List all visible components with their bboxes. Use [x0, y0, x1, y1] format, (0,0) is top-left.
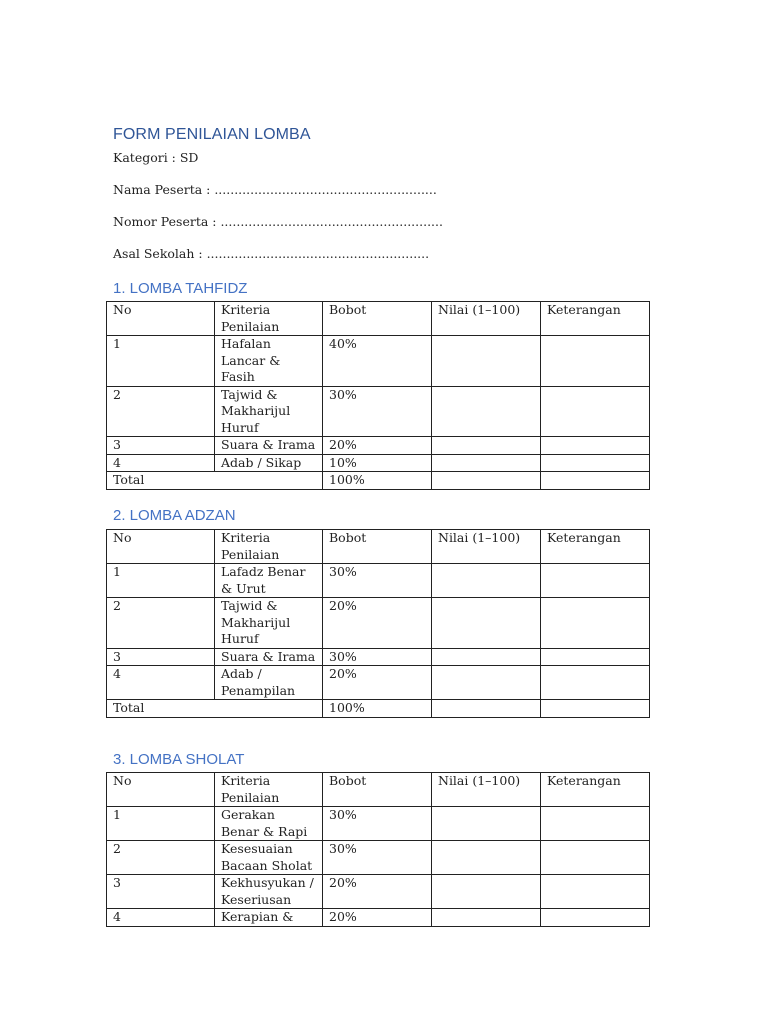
- kategori-line: Kategori : SD: [113, 150, 199, 165]
- cell-kriteria: Adab / Sikap: [215, 454, 323, 472]
- table-row: [107, 336, 650, 387]
- table-row: [107, 564, 650, 598]
- cell-no: 4: [107, 454, 215, 472]
- table-adzan: [106, 529, 650, 718]
- header-no: No: [107, 773, 215, 807]
- table-header-row: [107, 773, 650, 807]
- header-kriteria: Kriteria Penilaian: [215, 530, 323, 564]
- cell-keterangan[interactable]: [541, 336, 650, 387]
- cell-nilai[interactable]: [432, 386, 541, 437]
- cell-no: 3: [107, 648, 215, 666]
- cell-kriteria: Gerakan Benar & Rapi: [215, 807, 323, 841]
- cell-nilai[interactable]: [432, 336, 541, 387]
- cell-keterangan[interactable]: [541, 564, 650, 598]
- table-sholat: [106, 772, 650, 927]
- table-row: [107, 598, 650, 649]
- cell-no: 2: [107, 841, 215, 875]
- table-header-row: [107, 302, 650, 336]
- header-keterangan: Keterangan: [541, 302, 650, 336]
- cell-no: 1: [107, 564, 215, 598]
- header-kriteria: Kriteria Penilaian: [215, 773, 323, 807]
- cell-kriteria: Tajwid & Makharijul Huruf: [215, 386, 323, 437]
- table-total-row: [107, 472, 650, 490]
- form-title: FORM PENILAIAN LOMBA: [113, 126, 311, 143]
- cell-nilai[interactable]: [432, 454, 541, 472]
- cell-keterangan[interactable]: [541, 807, 650, 841]
- cell-bobot: 30%: [323, 564, 432, 598]
- table-header-row: [107, 530, 650, 564]
- cell-bobot: 20%: [323, 598, 432, 649]
- table-row: [107, 875, 650, 909]
- cell-kriteria: Hafalan Lancar & Fasih: [215, 336, 323, 387]
- cell-nilai[interactable]: [432, 437, 541, 455]
- table-row: [107, 386, 650, 437]
- table-row: [107, 841, 650, 875]
- cell-keterangan[interactable]: [541, 454, 650, 472]
- cell-keterangan[interactable]: [541, 386, 650, 437]
- cell-keterangan[interactable]: [541, 909, 650, 927]
- header-nilai: Nilai (1–100): [432, 302, 541, 336]
- cell-no: 4: [107, 909, 215, 927]
- cell-no: 2: [107, 386, 215, 437]
- table-row: [107, 437, 650, 455]
- nama-peserta-line: Nama Peserta : ........................................................: [113, 182, 437, 197]
- cell-keterangan[interactable]: [541, 666, 650, 700]
- total-nilai[interactable]: [432, 472, 541, 490]
- cell-bobot: 10%: [323, 454, 432, 472]
- cell-bobot: 20%: [323, 909, 432, 927]
- total-keterangan[interactable]: [541, 472, 650, 490]
- table-row: [107, 454, 650, 472]
- cell-bobot: 30%: [323, 841, 432, 875]
- cell-bobot: 30%: [323, 648, 432, 666]
- total-keterangan[interactable]: [541, 700, 650, 718]
- cell-kriteria: Suara & Irama: [215, 437, 323, 455]
- cell-no: 1: [107, 336, 215, 387]
- header-bobot: Bobot: [323, 302, 432, 336]
- table-tahfidz: [106, 301, 650, 490]
- cell-kriteria: Suara & Irama: [215, 648, 323, 666]
- total-bobot: 100%: [323, 700, 432, 718]
- table-row: [107, 648, 650, 666]
- total-bobot: 100%: [323, 472, 432, 490]
- cell-bobot: 20%: [323, 437, 432, 455]
- cell-nilai[interactable]: [432, 841, 541, 875]
- cell-no: 4: [107, 666, 215, 700]
- table-row: [107, 666, 650, 700]
- cell-kriteria: Lafadz Benar & Urut: [215, 564, 323, 598]
- header-nilai: Nilai (1–100): [432, 773, 541, 807]
- cell-keterangan[interactable]: [541, 648, 650, 666]
- header-nilai: Nilai (1–100): [432, 530, 541, 564]
- header-kriteria: Kriteria Penilaian: [215, 302, 323, 336]
- header-no: No: [107, 302, 215, 336]
- cell-nilai[interactable]: [432, 807, 541, 841]
- cell-no: 2: [107, 598, 215, 649]
- cell-kriteria: Kerapian &: [215, 909, 323, 927]
- cell-keterangan[interactable]: [541, 875, 650, 909]
- section-title-adzan: 2. LOMBA ADZAN: [113, 507, 236, 524]
- cell-bobot: 20%: [323, 875, 432, 909]
- section-title-sholat: 3. LOMBA SHOLAT: [113, 751, 245, 768]
- cell-no: 1: [107, 807, 215, 841]
- cell-no: 3: [107, 875, 215, 909]
- table-total-row: [107, 700, 650, 718]
- total-nilai[interactable]: [432, 700, 541, 718]
- cell-nilai[interactable]: [432, 598, 541, 649]
- cell-bobot: 30%: [323, 807, 432, 841]
- asal-sekolah-line: Asal Sekolah : ........................................................: [113, 246, 430, 261]
- cell-keterangan[interactable]: [541, 437, 650, 455]
- total-label: Total: [107, 472, 323, 490]
- cell-nilai[interactable]: [432, 564, 541, 598]
- cell-kriteria: Kesesuaian Bacaan Sholat: [215, 841, 323, 875]
- cell-kriteria: Tajwid & Makharijul Huruf: [215, 598, 323, 649]
- cell-bobot: 40%: [323, 336, 432, 387]
- section-title-tahfidz: 1. LOMBA TAHFIDZ: [113, 280, 248, 297]
- header-bobot: Bobot: [323, 530, 432, 564]
- cell-nilai[interactable]: [432, 909, 541, 927]
- cell-bobot: 20%: [323, 666, 432, 700]
- total-label: Total: [107, 700, 323, 718]
- cell-kriteria: Kekhusyukan / Keseriusan: [215, 875, 323, 909]
- table-row: [107, 909, 650, 927]
- nomor-peserta-line: Nomor Peserta : ........................................................: [113, 214, 443, 229]
- cell-nilai[interactable]: [432, 875, 541, 909]
- header-bobot: Bobot: [323, 773, 432, 807]
- cell-nilai[interactable]: [432, 648, 541, 666]
- header-keterangan: Keterangan: [541, 530, 650, 564]
- header-no: No: [107, 530, 215, 564]
- cell-keterangan[interactable]: [541, 841, 650, 875]
- cell-no: 3: [107, 437, 215, 455]
- cell-keterangan[interactable]: [541, 598, 650, 649]
- cell-nilai[interactable]: [432, 666, 541, 700]
- cell-kriteria: Adab / Penampilan: [215, 666, 323, 700]
- table-row: [107, 807, 650, 841]
- cell-bobot: 30%: [323, 386, 432, 437]
- header-keterangan: Keterangan: [541, 773, 650, 807]
